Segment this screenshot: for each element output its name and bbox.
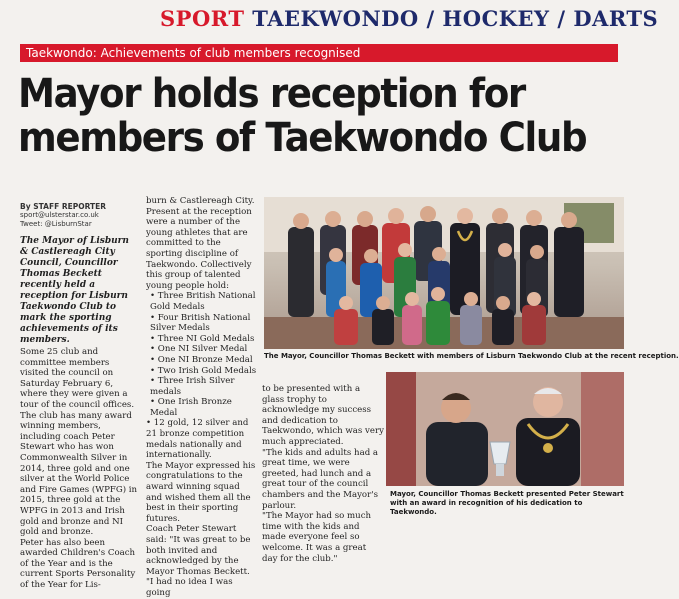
photo-caption-2: [390, 490, 626, 517]
headline-line-2: members of Taekwondo Club: [18, 115, 587, 161]
article-column-3: [262, 384, 384, 564]
byline-twitter: Tweet: @LisburnStar: [20, 220, 92, 228]
caption-text: The Mayor, Councillor Thomas Beckett with members of Lisburn Taekwondo Club at the recent reception.: [264, 352, 679, 360]
topic-bar: Taekwondo: Achievements of club members recognised: [20, 44, 618, 62]
group-photo: [264, 197, 624, 349]
medal-list-item: • Three British National Gold Medals: [150, 291, 256, 312]
article-paragraph: • 12 gold, 12 silver and 21 bronze competition medals nationally and internationally.: [146, 418, 249, 461]
byline-email: sport@ulsterstar.co.uk: [20, 211, 99, 219]
section-sport-label: SPORT: [160, 6, 245, 31]
section-header: [160, 6, 659, 36]
article-column-1: [20, 236, 138, 591]
article-paragraph: Some 25 club and committee members visited the council on Saturday February 6, where they were given a tour of the council offices.: [20, 347, 135, 410]
article-column-2: [146, 196, 258, 599]
article-paragraph: "The Mayor had so much time with the kids and made everyone feel so welcome. It was a great day for the club.": [262, 511, 372, 564]
medal-list-item: • Four British National Silver Medals: [150, 312, 251, 334]
medal-list-item: • Three NI Gold Medals: [150, 333, 255, 344]
byline: [20, 202, 150, 229]
caption-text: Mayor, Councillor Thomas Beckett presented Peter Stewart with an award in recognition of his dedication to Taekwondo.: [390, 490, 624, 516]
article-paragraph: The Mayor expressed his congratulations to the award winning squad and wished them all the best in their sporting futures.: [146, 460, 256, 524]
headline-line-1: Mayor holds reception for: [18, 71, 525, 117]
article-paragraph: The club has many award winning members, including coach Peter Stewart who has won Commonwealth Silver in 2014, three gold and one silver at the World Police and Fire Games (WPFG) in 2015, three gold at the WPFG in 2013 and Irish gold and bronze and NI gold and bronze.: [20, 410, 138, 538]
article-paragraph: "I had no idea I was going: [146, 577, 233, 598]
medal-list-item: • One NI Bronze Medal: [150, 354, 253, 365]
medal-list-item: • One Irish Bronze Medal: [150, 397, 232, 418]
section-topics-label: TAEKWONDO / HOCKEY / DARTS: [252, 6, 659, 31]
presentation-photo-illustration: [386, 372, 624, 486]
medal-list-item: • One NI Silver Medal: [150, 344, 248, 355]
medal-list-item: • Three Irish Silver medals: [150, 376, 235, 397]
medal-list-item: • Two Irish Gold Medals: [150, 365, 257, 376]
article-paragraph: Peter has also been awarded Children's Coach of the Year and is the current Sports Personality of the Year for Lis-: [20, 537, 136, 591]
article-paragraph: "The kids and adults had a great time, we were greeted, had lunch and a great tour of the council chambers and the Mayor's parlour.: [262, 447, 379, 511]
group-photo-illustration: [264, 197, 624, 349]
photo-caption-1: [264, 352, 679, 361]
article-paragraph: Present at the reception were a number of the young athletes that are committed to the sporting discipline of Taekwondo. Collectively this group of talented young people hold:: [146, 206, 252, 291]
presentation-photo: [386, 372, 624, 486]
article-lead: The Mayor of Lisburn & Castlereagh City Council, Councillor Thomas Beckett recently held a reception for Lisburn Taekwondo Club to mark the sporting achievements of its members.: [20, 236, 129, 345]
article-paragraph: burn & Castlereagh City.: [146, 196, 255, 206]
article-paragraph: Coach Peter Stewart said: "It was great to be both invited and acknowledged by the Mayor Thomas Beckett.: [146, 524, 251, 577]
article-paragraph: to be presented with a glass trophy to acknowledge my success and dedication to Taekwondo, which was very much appreciated.: [262, 384, 384, 447]
byline-author: By STAFF REPORTER: [20, 202, 107, 211]
medal-list: [146, 291, 258, 418]
